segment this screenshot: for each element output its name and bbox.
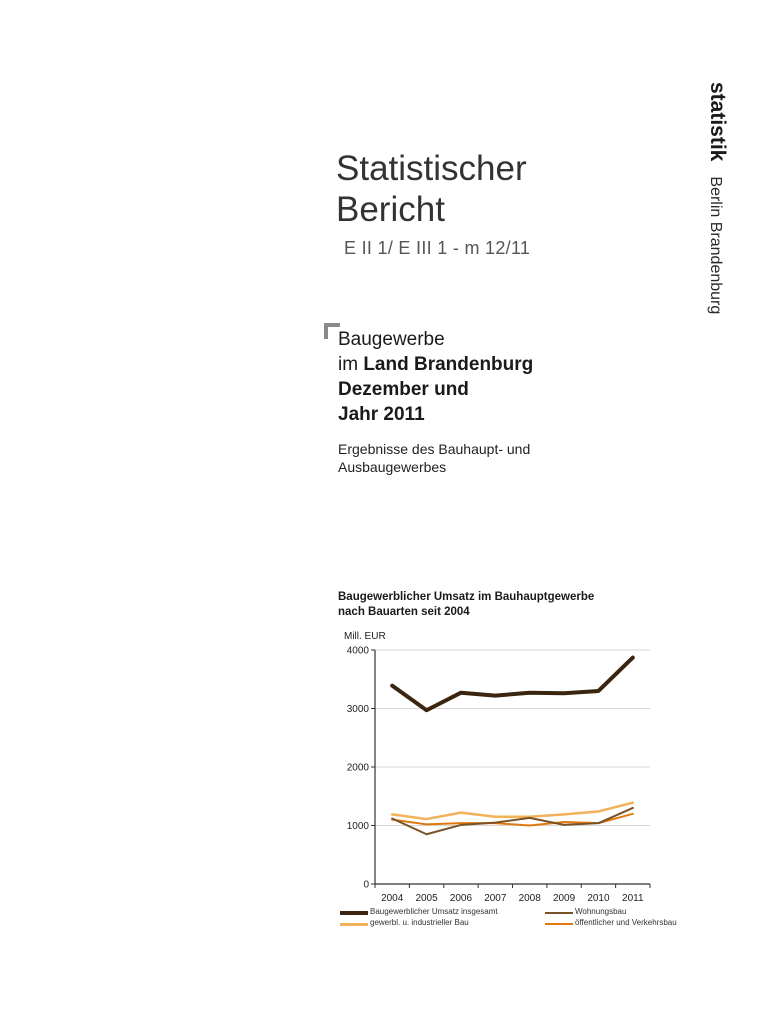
report-title-line1: Statistischer — [336, 149, 527, 188]
x-tick-label: 2011 — [622, 893, 644, 904]
y-tick-label: 2000 — [346, 762, 369, 774]
legend-swatch-gewerbl — [340, 923, 368, 926]
legend-label-total: Baugewerblicher Umsatz insgesamt — [370, 907, 498, 916]
subject-line4: Jahr 2011 — [338, 404, 425, 425]
y-tick-label: 3000 — [346, 704, 369, 715]
legend-swatch-oeffentlich — [545, 923, 573, 925]
legend-label-wohnungsbau: Wohnungsbau — [575, 907, 627, 916]
chart-axes — [371, 650, 650, 888]
x-tick-label: 2006 — [449, 893, 473, 904]
report-code: E II 1/ E III 1 - m 12/11 — [344, 238, 531, 258]
description-line2: Ausbaugewerbes — [338, 459, 447, 475]
subject-line2-prefix: im — [338, 354, 364, 375]
legend-swatch-total — [340, 911, 368, 915]
brand-name: statistik — [706, 82, 729, 162]
x-tick-label: 2004 — [381, 893, 404, 904]
legend-label-oeffentlich: öffentlicher und Verkehrsbau — [575, 918, 677, 927]
legend-swatch-wohnungsbau — [545, 912, 573, 914]
chart-title-line2: nach Bauarten seit 2004 — [338, 606, 470, 618]
x-tick-label: 2009 — [552, 893, 576, 904]
y-tick-label: 0 — [363, 879, 369, 891]
chart-series — [392, 658, 633, 835]
x-tick-label: 2008 — [518, 893, 541, 904]
subject-line2-bold: Land Brandenburg — [363, 354, 534, 375]
y-tick-label: 1000 — [346, 821, 369, 832]
brand-region: Berlin Brandenburg — [707, 176, 724, 315]
chart-title-line1: Baugewerblicher Umsatz im Bauhauptgewerbe — [338, 591, 595, 603]
x-tick-label: 2010 — [587, 893, 610, 904]
series-line-0 — [392, 658, 633, 711]
y-tick-label: 4000 — [346, 645, 369, 657]
chart-grid — [375, 650, 650, 826]
subject-line1: Baugewerbe — [338, 329, 445, 350]
description-line1: Ergebnisse des Bauhaupt- und — [338, 441, 531, 457]
x-tick-label: 2007 — [484, 893, 507, 904]
series-line-2 — [392, 803, 633, 819]
y-axis-label: Mill. EUR — [344, 631, 386, 642]
report-title-line2: Bericht — [336, 190, 445, 229]
x-tick-label: 2005 — [415, 893, 438, 904]
subject-line3: Dezember und — [338, 379, 469, 400]
legend-label-gewerbl: gewerbl. u. industrieller Bau — [370, 918, 469, 927]
